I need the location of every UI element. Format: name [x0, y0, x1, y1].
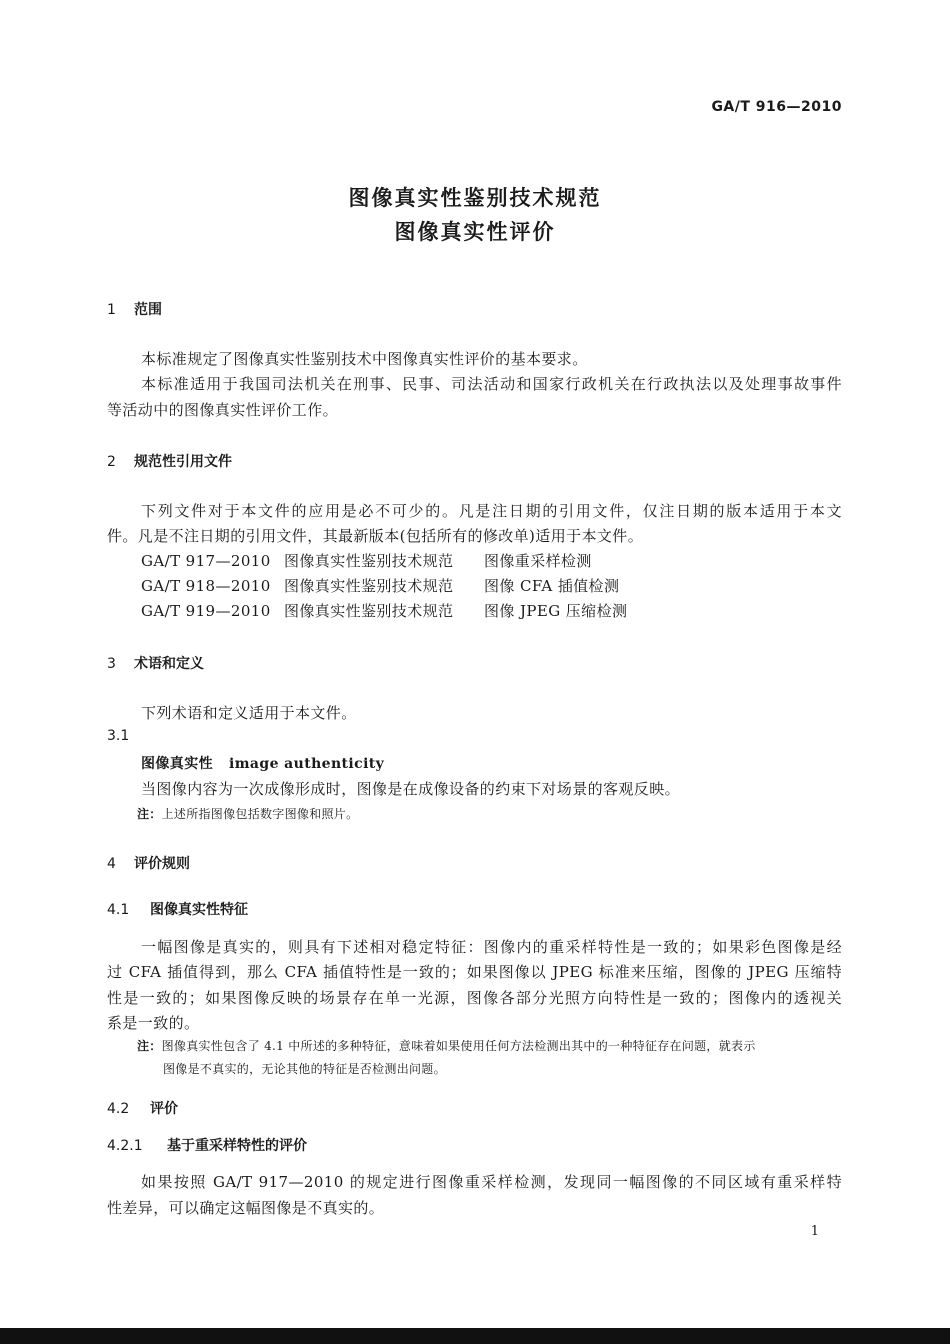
section-4-heading	[107, 853, 190, 873]
paragraph: 下列术语和定义适用于本文件。	[141, 704, 357, 722]
reference-title: 图像真实性鉴别技术规范	[284, 602, 454, 620]
section-number: 1	[107, 302, 116, 318]
term-number: 3.1	[107, 728, 130, 744]
term-english: image authenticity	[229, 756, 385, 772]
subsection-title: 评价	[150, 1101, 178, 1117]
page-number: 1	[810, 1224, 819, 1239]
subsection-number: 4.1	[107, 902, 130, 918]
subsection-title: 基于重采样特性的评价	[167, 1138, 307, 1154]
section-number: 2	[107, 454, 116, 470]
subsection-4-1-heading	[107, 899, 248, 919]
term-definition: 当图像内容为一次成像形成时，图像是在成像设备的约束下对场景的客观反映。	[141, 780, 681, 798]
subsection-title: 图像真实性特征	[150, 902, 248, 918]
subsection-number: 4.2.1	[107, 1138, 143, 1154]
document-title-line2: 图像真实性评价	[394, 220, 556, 244]
paragraph: 一幅图像是真实的，则具有下述相对稳定特征：图像内的重采样特性是一致的；如果彩色图像是经	[141, 938, 842, 956]
section-title: 术语和定义	[134, 656, 204, 672]
section-3-heading	[107, 653, 204, 673]
section-title: 评价规则	[134, 856, 190, 872]
paragraph: 下列文件对于本文件的应用是必不可少的。凡是注日期的引用文件，仅注日期的版本适用于本文	[141, 502, 842, 520]
paragraph: 性是一致的；如果图像反映的场景存在单一光源，图像各部分光照方向特性是一致的；图像内的透视关	[107, 989, 842, 1007]
section-title: 规范性引用文件	[134, 454, 232, 470]
reference-subtitle: 图像 CFA 插值检测	[484, 577, 620, 595]
note-label: 注：	[137, 807, 162, 821]
document-title-line1: 图像真实性鉴别技术规范	[348, 186, 602, 210]
note-text: 图像真实性包含了 4.1 中所述的多种特征，意味着如果使用任何方法检测出其中的一种特征存在问题，就表示	[161, 1039, 756, 1053]
paragraph: 过 CFA 插值得到，那么 CFA 插值特性是一致的；如果图像以 JPEG 标准来压缩，图像的 JPEG 压缩特	[107, 963, 842, 981]
bottom-border	[0, 1328, 950, 1344]
reference-code: GA/T 918—2010	[141, 577, 271, 595]
reference-item	[141, 575, 619, 596]
section-number: 3	[107, 656, 116, 672]
paragraph: 本标准规定了图像真实性鉴别技术中图像真实性评价的基本要求。	[141, 350, 588, 368]
section-2-heading	[107, 451, 232, 471]
subsection-4-2-heading	[107, 1098, 178, 1118]
paragraph: 本标准适用于我国司法机关在刑事、民事、司法活动和国家行政机关在行政执法以及处理事故事件	[141, 375, 842, 393]
reference-title: 图像真实性鉴别技术规范	[284, 577, 454, 595]
reference-item	[141, 600, 627, 621]
section-title: 范围	[134, 302, 162, 318]
paragraph: 如果按照 GA/T 917—2010 的规定进行图像重采样检测，发现同一幅图像的不同区域有重采样特	[141, 1173, 842, 1191]
paragraph: 系是一致的。	[107, 1014, 200, 1032]
term-chinese: 图像真实性	[141, 756, 213, 772]
note-label: 注：	[137, 1039, 162, 1053]
note	[137, 1037, 756, 1054]
paragraph: 等活动中的图像真实性评价工作。	[107, 401, 339, 419]
note-continuation: 图像是不真实的，无论其他的特征是否检测出问题。	[163, 1062, 446, 1076]
note	[137, 805, 358, 822]
subsection-number: 4.2	[107, 1101, 130, 1117]
standard-number: GA/T 916—2010	[711, 99, 842, 115]
reference-subtitle: 图像重采样检测	[484, 552, 592, 570]
paragraph: 性差异，可以确定这幅图像是不真实的。	[107, 1199, 385, 1217]
section-1-heading	[107, 299, 162, 319]
reference-item	[141, 550, 592, 571]
term-entry	[141, 753, 384, 773]
paragraph: 件。凡是不注日期的引用文件，其最新版本(包括所有的修改单)适用于本文件。	[107, 527, 644, 545]
note-text: 上述所指图像包括数字图像和照片。	[161, 807, 359, 821]
section-number: 4	[107, 856, 116, 872]
reference-subtitle: 图像 JPEG 压缩检测	[484, 602, 628, 620]
reference-code: GA/T 919—2010	[141, 602, 271, 620]
reference-code: GA/T 917—2010	[141, 552, 271, 570]
reference-title: 图像真实性鉴别技术规范	[284, 552, 454, 570]
subsection-4-2-1-heading	[107, 1135, 307, 1155]
